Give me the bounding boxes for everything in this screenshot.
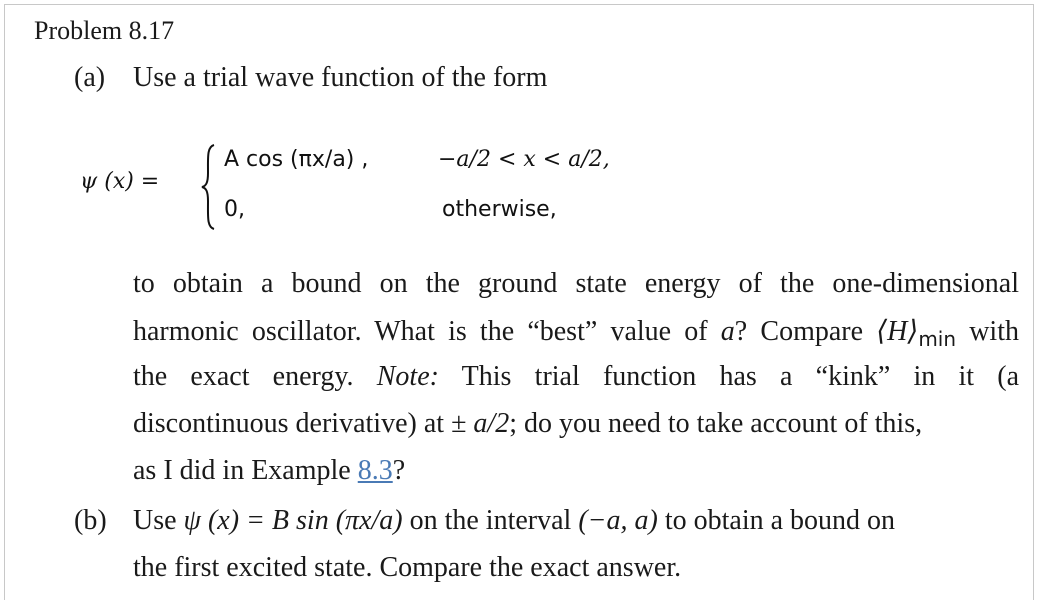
- wave-function-equation: [80, 135, 680, 239]
- part-a-line2: [133, 314, 1019, 351]
- part-b-line1: [133, 505, 895, 537]
- case2-expression: 0,: [224, 197, 245, 222]
- b-line1-math: ψ (x) = B sin (πx/a): [183, 505, 403, 536]
- left-brace-icon: [200, 143, 216, 231]
- line2-min: min: [918, 327, 957, 351]
- b-line1-post: to obtain a bound on: [657, 505, 896, 536]
- line3-note: Note:: [376, 361, 439, 392]
- problem-title: Problem 8.17: [34, 16, 175, 45]
- part-a-intro: Use a trial wave function of the form: [133, 62, 548, 93]
- part-b-line2: the first excited state. Compare the exact answer.: [133, 552, 682, 583]
- part-a-line4: [133, 408, 1019, 440]
- line2-H: ⟨H⟩: [876, 316, 919, 347]
- b-line1-pre: Use: [133, 505, 184, 536]
- line4-math: ± a/2: [451, 408, 510, 439]
- b-line1-interval: (−a, a): [578, 505, 658, 536]
- line5-pre: as I did in Example: [133, 455, 358, 486]
- line5-post: ?: [392, 455, 406, 486]
- line4-pre: discontinuous derivative) at: [133, 408, 452, 439]
- line2-pre: harmonic oscillator. What is the “best” value of: [133, 316, 721, 347]
- part-a-label: (a): [74, 62, 106, 93]
- line2-post: with: [956, 316, 1019, 347]
- case1-expression: A cos (πx/a) ,: [224, 147, 369, 172]
- line1-text: to obtain a bound on the ground state energy of the one-dimensional: [133, 268, 1019, 299]
- line3-pre: the exact energy.: [133, 361, 377, 392]
- line4-post: ; do you need to take account of this,: [509, 408, 923, 439]
- example-8-3-link[interactable]: 8.3: [357, 455, 393, 486]
- equation-lhs: ψ (x) =: [80, 169, 160, 194]
- line3-post: This trial function has a “kink” in it (a: [438, 361, 1019, 392]
- part-a-line5: [133, 455, 405, 487]
- line2-a: a: [720, 316, 735, 347]
- case1-condition: −a/2 < x < a/2,: [438, 147, 610, 172]
- b-line1-mid: on the interval: [402, 505, 579, 536]
- line2-mid: ? Compare: [734, 316, 877, 347]
- part-a-line3: [133, 361, 1019, 393]
- part-a-line1: [133, 268, 1019, 300]
- case2-condition: otherwise,: [442, 197, 557, 222]
- part-b-label: (b): [74, 505, 107, 536]
